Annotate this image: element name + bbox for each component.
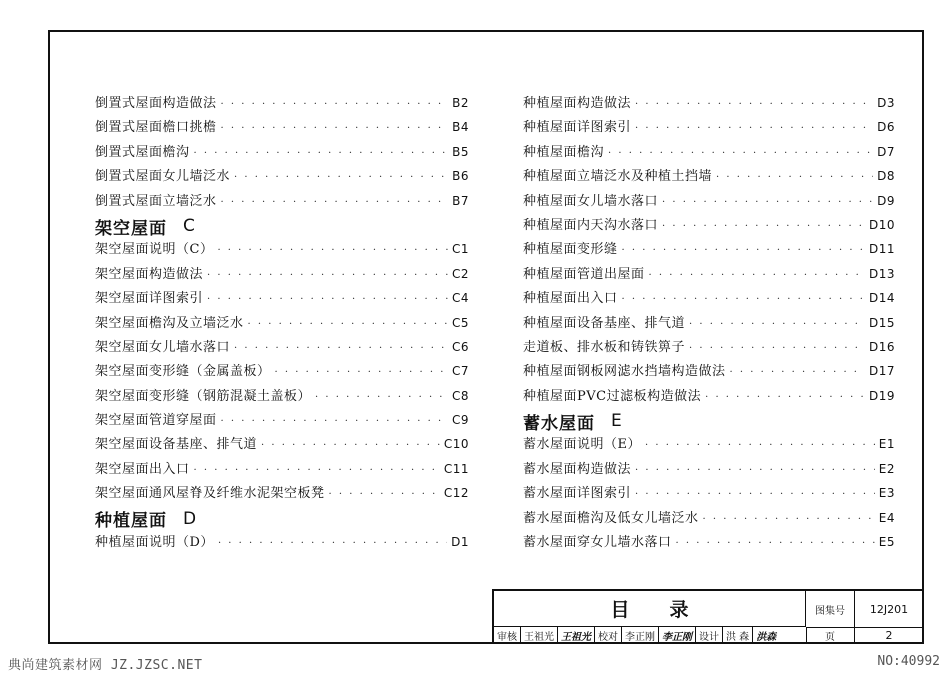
dot-leader xyxy=(261,440,440,451)
toc-entry-page: C1 xyxy=(451,242,469,257)
designer-signature: 洪森 xyxy=(756,632,777,643)
toc-entry-page: D9 xyxy=(877,193,895,208)
dot-leader xyxy=(329,489,440,500)
toc-entry-title: 蓄水屋面构造做法 xyxy=(523,461,632,477)
toc-entry-page: C8 xyxy=(451,388,469,403)
toc-entry xyxy=(95,287,469,311)
dot-leader xyxy=(248,319,448,330)
toc-left-column xyxy=(95,92,469,555)
dot-leader xyxy=(221,416,448,427)
dot-leader xyxy=(217,245,448,256)
toc-entry-page: D17 xyxy=(868,364,895,379)
toc-entry-title: 架空屋面变形缝（钢筋混凝土盖板） xyxy=(95,388,312,404)
toc-entry xyxy=(523,312,895,336)
toc-entry-page: D11 xyxy=(868,242,895,257)
reviewer-name: 王祖光 xyxy=(521,627,558,644)
toc-entry-title: 架空屋面女儿墙水落口 xyxy=(95,339,231,355)
toc-entry-title: 种植屋面内天沟水落口 xyxy=(523,217,659,233)
dot-leader xyxy=(207,270,448,281)
checker-label: 校对 xyxy=(595,627,622,644)
toc-entry-page: D7 xyxy=(877,144,895,159)
toc-entry xyxy=(95,409,469,433)
toc-entry-page: B6 xyxy=(452,169,469,184)
toc-entry-page: D14 xyxy=(868,291,895,306)
toc-entry xyxy=(523,433,895,457)
toc-entry xyxy=(95,116,469,140)
dot-leader xyxy=(703,514,875,525)
toc-entry-page: C4 xyxy=(451,291,469,306)
toc-entry xyxy=(523,92,895,116)
section-title: 种植屋面 xyxy=(95,511,167,532)
toc-entry xyxy=(523,165,895,189)
dot-leader xyxy=(635,465,875,476)
checker-name: 李正刚 xyxy=(622,627,659,644)
signature-row xyxy=(494,627,807,644)
toc-entry-page: E1 xyxy=(878,437,895,452)
dot-leader xyxy=(649,270,865,281)
toc-entry-title: 种植屋面钢板网滤水挡墙构造做法 xyxy=(523,364,726,380)
dot-leader xyxy=(221,197,449,208)
toc-entry xyxy=(523,214,895,238)
dot-leader xyxy=(635,123,873,134)
toc-entry-title: 种植屋面构造做法 xyxy=(523,96,632,111)
toc-entry xyxy=(523,507,895,531)
reviewer-signature: 王祖光 xyxy=(558,627,595,644)
toc-entry-title: 种植屋面立墙泛水及种植土挡墙 xyxy=(523,169,713,185)
toc-entry-title: 架空屋面构造做法 xyxy=(95,266,204,282)
dot-leader xyxy=(315,392,448,403)
toc-entry-title: 倒置式屋面立墙泛水 xyxy=(95,193,217,209)
toc-entry xyxy=(95,92,469,116)
toc-entry xyxy=(523,531,895,555)
toc-entry xyxy=(95,190,469,214)
toc-entry-page: C7 xyxy=(451,364,469,379)
toc-entry-title: 架空屋面详图索引 xyxy=(95,291,204,307)
toc-entry-title: 种植屋面出入口 xyxy=(523,291,618,307)
toc-entry-page: C5 xyxy=(451,315,469,330)
toc-entry xyxy=(523,336,895,360)
dot-leader xyxy=(622,245,865,256)
toc-entry-page: B4 xyxy=(452,120,469,135)
page-number: 2 xyxy=(885,629,893,642)
toc-entry-page: C10 xyxy=(443,437,469,452)
toc-entry-title: 架空屋面变形缝（金属盖板） xyxy=(95,364,271,380)
section-title: 蓄水屋面 xyxy=(523,413,595,434)
toc-entry-page: E4 xyxy=(878,510,895,525)
toc-entry xyxy=(95,238,469,262)
dot-leader xyxy=(730,367,865,378)
toc-entry xyxy=(95,360,469,384)
section-code: D xyxy=(183,508,198,529)
dot-leader xyxy=(194,465,440,476)
dot-leader xyxy=(689,319,865,330)
toc-entry xyxy=(523,287,895,311)
atlas-number-label: 图集号 xyxy=(806,591,855,628)
dot-leader xyxy=(221,99,449,110)
toc-entry-title: 蓄水屋面说明（E） xyxy=(523,437,641,453)
toc-entry-page: C11 xyxy=(443,461,469,476)
toc-entry-title: 走道板、排水板和铸铁箅子 xyxy=(523,339,686,355)
toc-entry xyxy=(95,433,469,457)
page-label: 页 xyxy=(806,627,855,644)
toc-entry-title: 架空屋面通风屋脊及纤维水泥架空板凳 xyxy=(95,486,325,502)
toc-entry xyxy=(95,531,469,555)
page-title: 目录 xyxy=(494,591,806,627)
toc-entry-page: B5 xyxy=(452,144,469,159)
dot-leader xyxy=(645,440,875,451)
dot-leader xyxy=(218,538,447,549)
atlas-number: 12J201 xyxy=(854,591,924,628)
toc-entry xyxy=(95,385,469,409)
toc-entry-page: B7 xyxy=(452,193,469,208)
toc-entry-title: 倒置式屋面檐口挑檐 xyxy=(95,120,217,136)
toc-entry-title: 种植屋面详图索引 xyxy=(523,120,632,136)
toc-entry-title: 蓄水屋面详图索引 xyxy=(523,486,632,502)
toc-entry-page: D1 xyxy=(451,535,469,550)
toc-entry-page: D16 xyxy=(868,339,895,354)
toc-entry-page: D8 xyxy=(877,169,895,184)
dot-leader xyxy=(635,489,875,500)
dot-leader xyxy=(662,197,873,208)
toc-entry-title: 架空屋面檐沟及立墙泛水 xyxy=(95,315,244,331)
toc-entry xyxy=(95,312,469,336)
toc-entry-page: D13 xyxy=(868,266,895,281)
toc-entry-title: 种植屋面女儿墙水落口 xyxy=(523,193,659,209)
designer-name: 洪 森 xyxy=(723,627,753,644)
toc-entry xyxy=(95,165,469,189)
dot-leader xyxy=(194,148,449,159)
toc-entry-page: D6 xyxy=(877,120,895,135)
toc-entry xyxy=(523,190,895,214)
dot-leader xyxy=(221,123,449,134)
toc-entry-page: C2 xyxy=(451,266,469,281)
toc-entry-title: 倒置式屋面女儿墙泛水 xyxy=(95,169,231,185)
toc-entry-page: E2 xyxy=(878,461,895,476)
toc-entry-page: C6 xyxy=(451,339,469,354)
dot-leader xyxy=(622,294,865,305)
toc-entry xyxy=(523,385,895,409)
toc-entry-title: 架空屋面设备基座、排气道 xyxy=(95,437,258,453)
toc-entry-page: D3 xyxy=(877,96,895,110)
reviewer-label: 审核 xyxy=(494,627,521,644)
checker-signature: 李正刚 xyxy=(659,627,696,644)
section-heading xyxy=(95,507,469,531)
toc-entry-page: C12 xyxy=(443,486,469,501)
designer-label: 设计 xyxy=(696,627,723,644)
toc-entry-page: D19 xyxy=(868,388,895,403)
section-code: E xyxy=(611,411,623,432)
toc-entry-title: 种植屋面PVC过滤板构造做法 xyxy=(523,388,702,404)
section-heading xyxy=(95,214,469,238)
toc-entry xyxy=(95,263,469,287)
toc-entry-title: 种植屋面管道出屋面 xyxy=(523,266,645,282)
dot-leader xyxy=(207,294,448,305)
toc-right-column xyxy=(523,92,895,555)
watermark-site: 典尚建筑素材网 JZ.JZSC.NET xyxy=(8,658,203,673)
toc-entry-page: B2 xyxy=(452,96,469,110)
toc-entry-title: 种植屋面说明（D） xyxy=(95,535,214,551)
dot-leader xyxy=(234,343,448,354)
dot-leader xyxy=(689,343,865,354)
toc-entry xyxy=(95,141,469,165)
toc-entry xyxy=(95,336,469,360)
toc-entry xyxy=(95,482,469,506)
toc-entry-title: 架空屋面管道穿屋面 xyxy=(95,413,217,429)
toc-entry xyxy=(523,238,895,262)
toc-entry-page: D10 xyxy=(868,217,895,232)
dot-leader xyxy=(635,99,873,110)
toc-entry-title: 架空屋面说明（C） xyxy=(95,242,214,258)
toc-entry xyxy=(523,482,895,506)
toc-entry-page: D15 xyxy=(868,315,895,330)
toc-entry xyxy=(523,116,895,140)
toc-entry-page: E3 xyxy=(878,486,895,501)
dot-leader xyxy=(662,221,865,232)
section-code: C xyxy=(183,216,196,237)
dot-leader xyxy=(676,538,875,549)
toc-entry-title: 架空屋面出入口 xyxy=(95,461,190,477)
toc-entry-title: 蓄水屋面穿女儿墙水落口 xyxy=(523,535,672,551)
toc-entry-title: 种植屋面变形缝 xyxy=(523,242,618,258)
toc-entry-title: 倒置式屋面檐沟 xyxy=(95,144,190,160)
toc-entry-title: 蓄水屋面檐沟及低女儿墙泛水 xyxy=(523,510,699,526)
toc-entry xyxy=(523,458,895,482)
toc-entry xyxy=(523,360,895,384)
dot-leader xyxy=(234,172,448,183)
section-heading xyxy=(523,409,895,433)
dot-leader xyxy=(705,392,865,403)
toc-entry-title: 种植屋面檐沟 xyxy=(523,144,605,160)
dot-leader xyxy=(716,172,873,183)
toc-entry-title: 种植屋面设备基座、排气道 xyxy=(523,315,686,331)
toc-entry xyxy=(523,141,895,165)
dot-leader xyxy=(608,148,873,159)
toc-entry-page: C9 xyxy=(451,413,469,428)
toc-entry-page: E5 xyxy=(878,535,895,550)
title-block xyxy=(492,589,924,644)
section-title: 架空屋面 xyxy=(95,218,167,239)
dot-leader xyxy=(275,367,448,378)
watermark-number: NO:40992 xyxy=(877,654,940,669)
toc-entry xyxy=(523,263,895,287)
toc-entry-title: 倒置式屋面构造做法 xyxy=(95,96,217,111)
toc-entry xyxy=(95,458,469,482)
